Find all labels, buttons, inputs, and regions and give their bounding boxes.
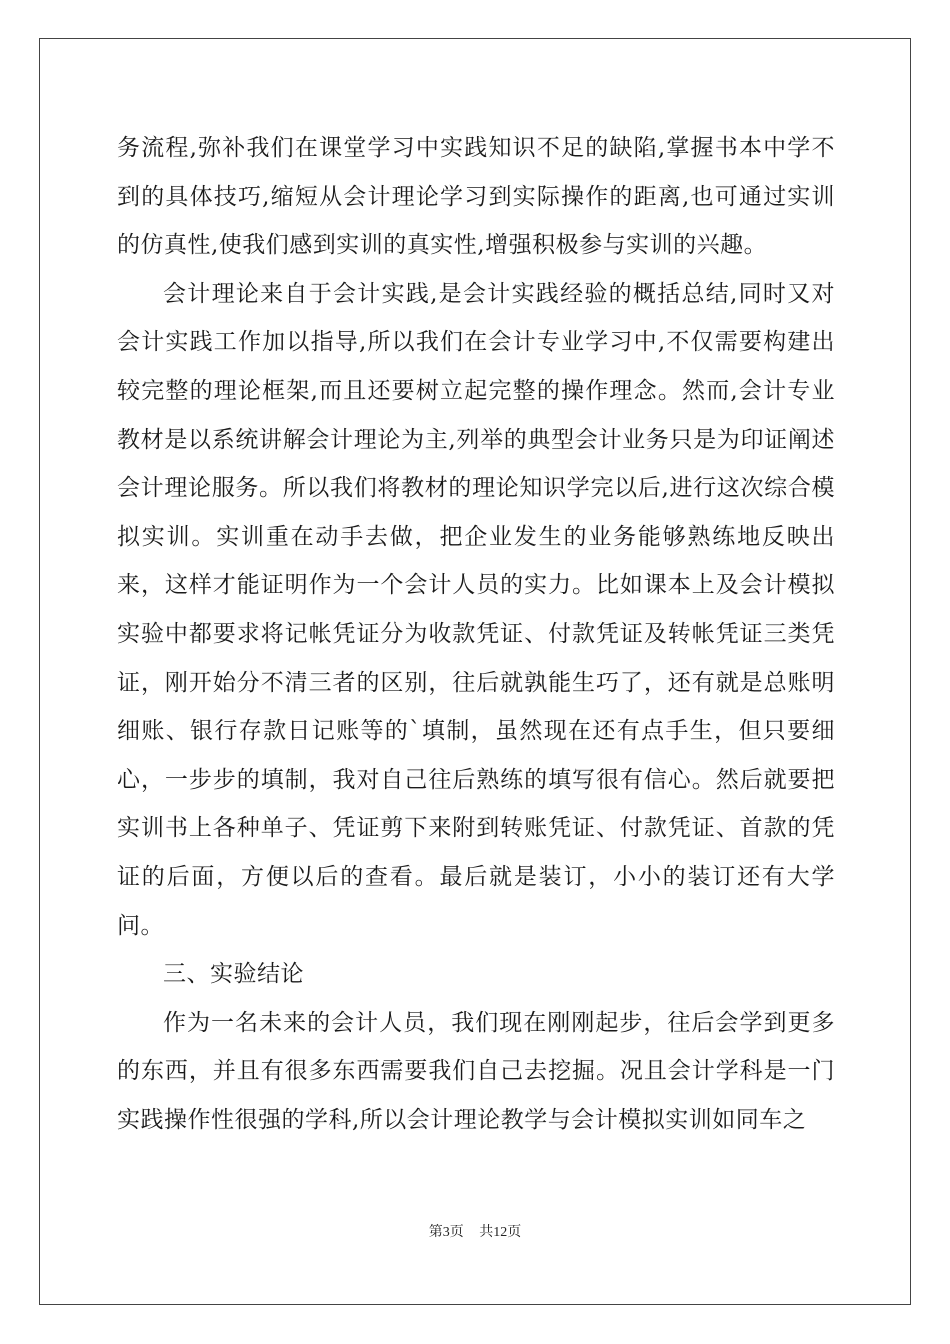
paragraph-1: 务流程,弥补我们在课堂学习中实践知识不足的缺陷,掌握书本中学不到的具体技巧,缩短从会计理论学习到实际操作的距离,也可通过实训的仿真性,使我们感到实训的真实性,增强积极参与实训的兴趣。 [117,135,835,259]
document-body [117,124,835,1144]
section-heading: 三、实验结论 [163,961,304,988]
page-footer [0,1221,950,1241]
page-number: 第3页 [428,1225,464,1240]
paragraph-3: 作为一名未来的会计人员，我们现在刚刚起步，往后会学到更多的东西，并且有很多东西需要我们自己去挖掘。况且会计学科是一门实践操作性很强的学科,所以会计理论教学与会计模拟实训如同车之 [117,1009,835,1133]
paragraph-2: 会计理论来自于会计实践,是会计实践经验的概括总结,同时又对会计实践工作加以指导,所以我们在会计专业学习中,不仅需要构建出较完整的理论框架,而且还要树立起完整的操作理念。然而,会计专业教材是以系统讲解会计理论为主,列举的典型会计业务只是为印证阐述会计理论服务。所以我们将教材的理论知识学完以后,进行这次综合模拟实训。实训重在动手去做，把企业发生的业务能够熟练地反映出来，这样才能证明作为一个会计人员的实力。比如课本上及会计模拟实验中都要求将记帐凭证分为收款凭证、付款凭证及转帐凭证三类凭证，刚开始分不清三者的区别，往后就孰能生巧了，还有就是总账明细账、银行存款日记账等的`填制，虽然现在还有点手生，但只要细心，一步步的填制，我对自己往后熟练的填写很有信心。然后就要把实训书上各种单子、凭证剪下来附到转账凭证、付款凭证、首款的凭证的后面，方便以后的查看。最后就是装订，小小的装订还有大学问。 [117,280,835,939]
page-total: 共12页 [479,1225,522,1240]
